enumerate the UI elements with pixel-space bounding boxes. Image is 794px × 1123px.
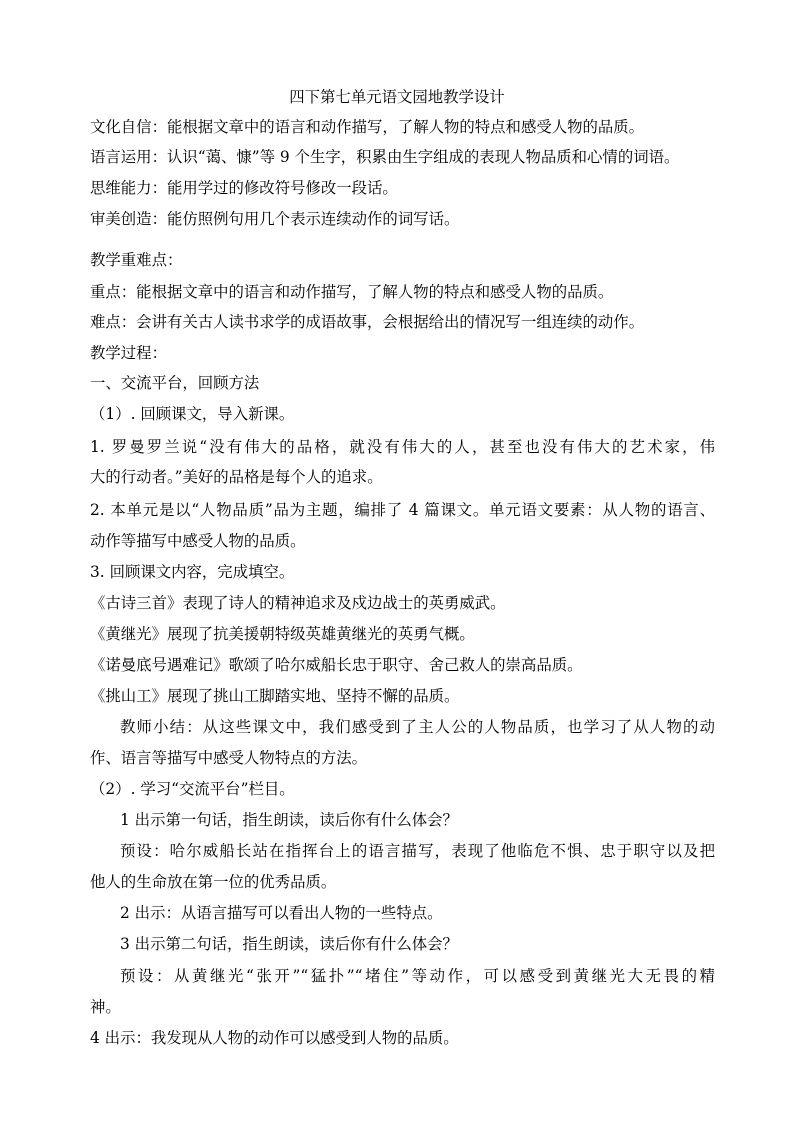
lesson-item: 《挑山工》展现了挑山工脚踏实地、坚持不懈的品质。 <box>90 687 460 705</box>
lesson-item: 《黄继光》展现了抗美援朝特级英雄黄继光的英勇气概。 <box>90 625 475 643</box>
paragraph-line: 3. 回顾课文内容，完成填空。 <box>90 563 295 581</box>
step-title: （2）. 学习“交流平台”栏目。 <box>90 780 295 798</box>
teacher-summary: 作、语言等描写中感受人物特点的方法。 <box>90 749 368 767</box>
lesson-item: 《古诗三首》表现了诗人的精神追求及戍边战士的英勇威武。 <box>90 594 506 612</box>
key-point: 重点：能根据文章中的语言和动作描写，了解人物的特点和感受人物的品质。 <box>90 283 614 301</box>
objective-aesthetic: 审美创造：能仿照例句用几个表示连续动作的词写话。 <box>90 210 460 228</box>
document-title: 四下第七单元语文园地教学设计 <box>289 88 505 106</box>
objective-culture: 文化自信：能根据文章中的语言和动作描写，了解人物的特点和感受人物的品质。 <box>90 118 645 136</box>
process-heading: 教学过程： <box>90 344 167 362</box>
activity-step: 2 出示：从语言描写可以看出人物的一些特点。 <box>120 904 443 922</box>
difficult-point: 难点：会讲有关古人读书求学的成语故事，会根据给出的情况写一组连续的动作。 <box>90 313 645 331</box>
activity-preset: 神。 <box>90 998 121 1016</box>
section-title: 一、交流平台，回顾方法 <box>90 374 260 392</box>
activity-step: 3 出示第二句话，指生朗读，读后你有什么体会？ <box>120 935 458 953</box>
paragraph-line: 1. 罗曼罗兰说“没有伟大的品格，就没有伟大的人，甚至也没有伟大的艺术家，伟 <box>90 438 715 456</box>
paragraph-line: 2. 本单元是以“人物品质”品为主题，编排了 4 篇课文。单元语文要素：从人物的语言、 <box>90 501 715 519</box>
key-points-heading: 教学重难点： <box>90 251 183 269</box>
activity-preset: 预设：从黄继光“张开”“猛扑”“堵住”等动作，可以感受到黄继光大无畏的精 <box>120 967 715 985</box>
activity-step: 1 出示第一句话，指生朗读，读后你有什么体会？ <box>120 811 458 829</box>
lesson-item: 《诺曼底号遇难记》歌颂了哈尔威船长忠于职守、舍己救人的崇高品质。 <box>90 656 583 674</box>
activity-preset: 他人的生命放在第一位的优秀品质。 <box>90 873 337 891</box>
objective-thinking: 思维能力：能用学过的修改符号修改一段话。 <box>90 179 398 197</box>
paragraph-line: 动作等描写中感受人物的品质。 <box>90 532 306 550</box>
activity-preset: 预设：哈尔威船长站在指挥台上的语言描写，表现了他临危不惧、忠于职守以及把 <box>120 842 715 860</box>
step-title: （1）. 回顾课文，导入新课。 <box>90 405 295 423</box>
teacher-summary: 教师小结：从这些课文中，我们感受到了主人公的人物品质，也学习了从人物的动 <box>120 718 715 736</box>
paragraph-line: 大的行动者。”美好的品格是每个人的追求。 <box>90 468 383 486</box>
objective-language: 语言运用：认识“蔼、慷”等 9 个生字，积累由生字组成的表现人物品质和心情的词语。 <box>90 148 680 166</box>
activity-step: 4 出示：我发现从人物的动作可以感受到人物的品质。 <box>90 1029 459 1047</box>
